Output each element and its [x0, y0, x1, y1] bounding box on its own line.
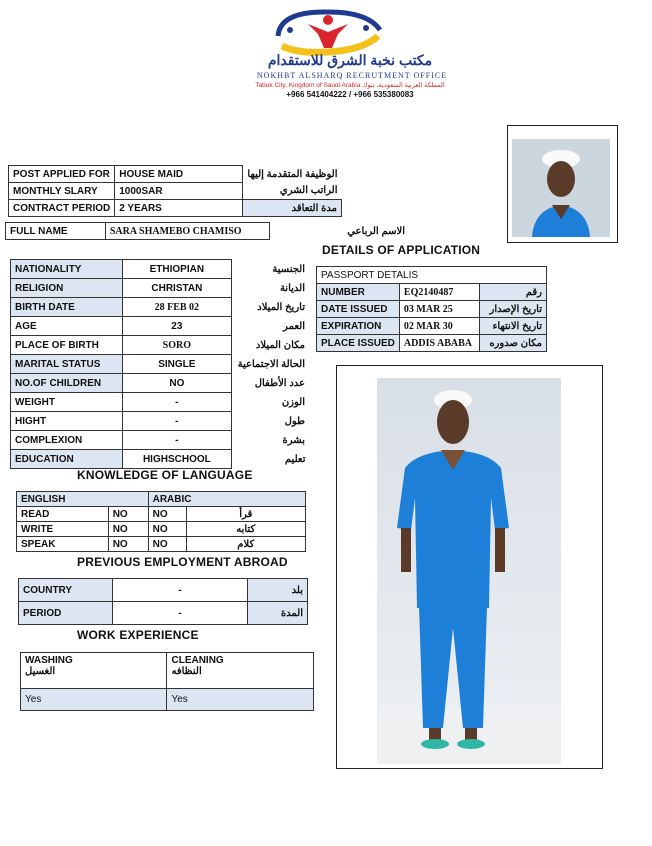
table-row	[9, 166, 342, 183]
details-heading: DETAILS OF APPLICATION	[322, 243, 481, 257]
full-name-label-ar: الاسم الرباعي	[347, 225, 405, 237]
office-phones: +966 541404222 / +966 535380083	[286, 90, 414, 99]
previous-table	[18, 578, 308, 625]
personal-label-ar: عدد الأطفال	[254, 377, 305, 389]
work-label-en: CLEANING	[171, 655, 224, 666]
work-value: Yes	[167, 689, 314, 711]
previous-label-ar: بلد	[248, 579, 308, 602]
job-label-ar: مدة التعاقد	[243, 200, 342, 217]
passport-label-ar: تاريخ الانتهاء	[480, 318, 547, 335]
table-row	[11, 260, 310, 279]
personal-value: -	[122, 412, 231, 431]
table-row	[11, 279, 310, 298]
passport-value: ADDIS ABABA	[399, 335, 479, 352]
table-row	[317, 335, 547, 352]
table-row	[11, 317, 310, 336]
full-name-table	[5, 222, 409, 240]
personal-label: NATIONALITY	[11, 260, 123, 279]
personal-label-ar: الجنسية	[272, 263, 305, 275]
job-table	[8, 165, 342, 217]
personal-value: NO	[122, 374, 231, 393]
previous-heading: PREVIOUS EMPLOYMENT ABROAD	[77, 555, 288, 569]
job-value: HOUSE MAID	[115, 166, 243, 183]
language-skill-ar: كلام	[186, 537, 306, 552]
personal-label-ar: تعليم	[284, 453, 306, 465]
table-row	[11, 431, 310, 450]
full-name-label: FULL NAME	[6, 223, 106, 240]
personal-label-ar: الحالة الاجتماعية	[237, 358, 305, 370]
table-row	[9, 200, 342, 217]
language-skill-ar: قرأ	[186, 507, 306, 522]
personal-value: HIGHSCHOOL	[122, 450, 231, 469]
work-value: Yes	[21, 689, 167, 711]
table-row	[21, 653, 314, 689]
table-row	[19, 602, 308, 625]
passport-label-ar: تاريخ الإصدار	[480, 301, 547, 318]
office-name-en: NOKHBT ALSHARQ RECRUTMENT OFFICE	[256, 71, 448, 80]
language-col-arabic: ARABIC	[148, 492, 305, 507]
personal-value: SORO	[122, 336, 231, 355]
personal-label: COMPLEXION	[11, 431, 123, 450]
table-row	[11, 374, 310, 393]
previous-label: COUNTRY	[19, 579, 113, 602]
portrait-photo	[507, 125, 618, 243]
table-row	[6, 223, 410, 240]
passport-value: 02 MAR 30	[399, 318, 479, 335]
personal-label: AGE	[11, 317, 123, 336]
work-table	[20, 652, 314, 711]
personal-label-ar: مكان الميلاد	[255, 339, 305, 351]
company-logo	[268, 6, 388, 56]
personal-label: BIRTH DATE	[11, 298, 123, 317]
job-label: CONTRACT PERIOD	[9, 200, 115, 217]
personal-value: 23	[122, 317, 231, 336]
passport-value: EQ2140487	[399, 284, 479, 301]
personal-label: WEIGHT	[11, 393, 123, 412]
full-name-value: SARA SHAMEBO CHAMISO	[105, 223, 269, 240]
table-row	[11, 298, 310, 317]
personal-label: EDUCATION	[11, 450, 123, 469]
table-row	[11, 450, 310, 469]
full-body-photo	[336, 365, 603, 769]
location-en: Tabuk City, Kingdom of Saudi Arabia	[255, 82, 361, 89]
work-label-en: WASHING	[25, 655, 73, 666]
language-arabic: NO	[148, 522, 186, 537]
passport-label-ar: رقم	[480, 284, 547, 301]
personal-value: -	[122, 431, 231, 450]
language-arabic: NO	[148, 537, 186, 552]
office-name-ar: مكتب نخبة الشرق للاستقدام	[267, 52, 433, 68]
personal-label: MARITAL STATUS	[11, 355, 123, 374]
passport-table	[316, 266, 547, 352]
table-row	[17, 522, 306, 537]
previous-value: -	[112, 602, 247, 625]
work-col	[21, 653, 167, 689]
table-row	[17, 537, 306, 552]
personal-label: NO.OF CHILDREN	[11, 374, 123, 393]
table-row	[19, 579, 308, 602]
work-label-ar: الغسيل	[25, 666, 56, 677]
language-col-english: ENGLISH	[17, 492, 149, 507]
table-row	[11, 355, 310, 374]
previous-value: -	[112, 579, 247, 602]
table-row	[17, 507, 306, 522]
personal-label-ar: طول	[284, 415, 305, 427]
language-skill: SPEAK	[17, 537, 109, 552]
language-skill: WRITE	[17, 522, 109, 537]
job-value: 1000SAR	[115, 183, 243, 200]
personal-label-ar: العمر	[283, 320, 305, 332]
job-label-ar: الوظيفة المتقدمة إليها	[247, 168, 338, 180]
table-row	[317, 318, 547, 335]
table-row	[317, 301, 547, 318]
job-label: POST APPLIED FOR	[9, 166, 115, 183]
table-row	[17, 492, 306, 507]
passport-label: DATE ISSUED	[317, 301, 400, 318]
language-arabic: NO	[148, 507, 186, 522]
table-row	[11, 336, 310, 355]
passport-title: PASSPORT DETALIS	[317, 267, 547, 284]
personal-label: HIGHT	[11, 412, 123, 431]
table-row	[21, 689, 314, 711]
table-row	[317, 284, 547, 301]
passport-value: 03 MAR 25	[399, 301, 479, 318]
personal-label-ar: تاريخ الميلاد	[257, 301, 305, 313]
work-col	[167, 653, 314, 689]
work-label-ar: النظافه	[171, 666, 202, 677]
previous-label-ar: المدة	[248, 602, 308, 625]
personal-table	[10, 259, 310, 469]
passport-label: PLACE ISSUED	[317, 335, 400, 352]
language-english: NO	[108, 522, 148, 537]
personal-value: SINGLE	[122, 355, 231, 374]
table-row	[9, 183, 342, 200]
table-row	[11, 393, 310, 412]
personal-label-ar: الوزن	[281, 396, 305, 408]
personal-value: 28 FEB 02	[122, 298, 231, 317]
passport-label: EXPIRATION	[317, 318, 400, 335]
personal-label: RELIGION	[11, 279, 123, 298]
language-english: NO	[108, 507, 148, 522]
personal-value: CHRISTAN	[122, 279, 231, 298]
personal-label-ar: بشرة	[282, 434, 305, 446]
work-heading: WORK EXPERIENCE	[77, 628, 199, 642]
office-location	[210, 81, 490, 89]
personal-value: -	[122, 393, 231, 412]
passport-label-ar: مكان صدوره	[480, 335, 547, 352]
table-row	[11, 412, 310, 431]
personal-label: PLACE OF BIRTH	[11, 336, 123, 355]
job-label-ar: الراتب الشري	[279, 185, 338, 197]
table-row	[317, 267, 547, 284]
language-skill-ar: كتابه	[186, 522, 306, 537]
personal-value: ETHIOPIAN	[122, 260, 231, 279]
passport-label: NUMBER	[317, 284, 400, 301]
job-value: 2 YEARS	[115, 200, 243, 217]
language-heading: KNOWLEDGE OF LANGUAGE	[77, 468, 253, 482]
personal-label-ar: الديانة	[279, 282, 305, 294]
language-skill: READ	[17, 507, 109, 522]
previous-label: PERIOD	[19, 602, 113, 625]
job-label: MONTHLY SLARY	[9, 183, 115, 200]
location-ar: المملكة العربية السعودية، تبوك	[362, 82, 445, 89]
language-english: NO	[108, 537, 148, 552]
language-table	[16, 491, 306, 552]
